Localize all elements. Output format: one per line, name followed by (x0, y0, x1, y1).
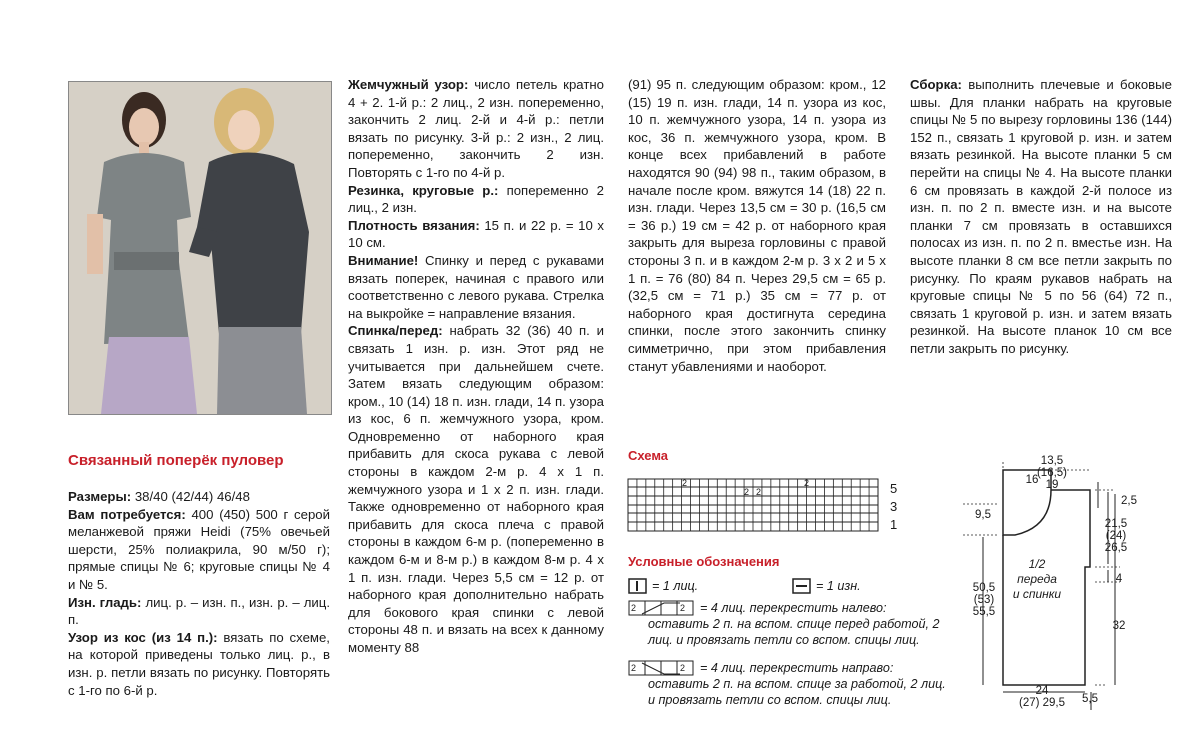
attention-label: Внимание! (348, 252, 419, 268)
rib-text: попеременно 2 лиц., 2 изн. (348, 182, 605, 216)
svg-text:2: 2 (756, 487, 762, 497)
need-text: 400 (450) 500 г серой меланжевой пряжи Heidi (75% овечьей шерсти, 25% полиакрила, 90 м/50 г); прямые спицы № 6; круговые спицы № 4 и № 5. (68, 506, 330, 592)
back-text: набрать 32 (36) 40 п. и связать 1 изн. р. изн. Этот ряд не учитывается при дальнейшем счете. Затем вязать следующим образом: кром., 10 (14) 18 п. изн. глади, 14 п. узора из кос, 6 п. жемчужного узора, кром. Одновременно от наборного края прибавить для скоса рукава с левой стороны в каждом 2-м р. 4 х 1 п. жемчужного узора и 1 х 2 п. изн. глади. Также одновременно от наборного края прибавить для скоса плеча с правой стороны в каждом 6-м р. (попеременно в каждом 6-м и 8-м р.) в каждом 8-м р. 4 х 1 п. изн. глади. Через 5,5 см = 12 р. от наборного края дополнительно набрать для бокового края спинки с левой стороны 48 п. и вязать на всех к данному моменту 88 (348, 323, 605, 655)
assembly-label: Сборка: (910, 77, 962, 92)
svg-text:2: 2 (631, 603, 637, 613)
svg-text:2: 2 (744, 487, 750, 497)
legend-cross-left: = 4 лиц. перекрестить налево: оставить 2 п. на вспом. спице перед работой, 2 лиц. и провязать петли со вспом. спицы лиц. (648, 601, 940, 647)
svg-text:2: 2 (804, 478, 810, 488)
dim-sleeve-top: 2,5 (1121, 495, 1137, 507)
cable-label: Узор из кос (из 14 п.): (68, 629, 218, 645)
density-label: Плотность вязания: (348, 217, 480, 233)
dim-bottom-width: 24 (27) 29,5 (1018, 685, 1066, 709)
dim-armhole: 21,5 (24) 26,5 (1104, 518, 1128, 554)
models-illustration (69, 82, 331, 414)
svg-text:2: 2 (631, 663, 637, 673)
row-number-5: 5 (890, 481, 898, 496)
row-number-1: 1 (890, 517, 898, 532)
density-text: 15 п. и 22 р. = 10 х 10 см. (348, 217, 604, 251)
svg-text:2: 2 (682, 478, 688, 488)
column-4 (910, 76, 1172, 358)
dim-neck-depth: 9,5 (975, 509, 991, 521)
cable-chart (626, 476, 886, 536)
dim-top-width: 13,5 (16,5) 19 (1036, 455, 1068, 491)
need-label: Вам потребуется: (68, 506, 186, 522)
pattern-label: 1/2 переда и спинки (1012, 557, 1062, 601)
svg-text:2: 2 (680, 603, 686, 613)
column-3 (628, 76, 886, 375)
sizes-label: Размеры: (68, 489, 132, 504)
assembly-text: выполнить плечевые и боковые швы. Для планки набрать на круговые спицы № 5 по вырезу горловины 136 (144) 152 п., связать 1 круговой р. изн. и затем вязать резинкой. На высоте планки 5 см перейти на спицы № 4. На высоте планки 6 см провязать в каждой 2-й полосе из изн. п. по 2 п. вместе изн. и на высоте планки 7 см провязать в оставшихся полосах из изн. п. по 2 п. вместье изн. На высоте планки 8 см все петли закрыть по рисунку. По краям рукавов набрать на круговые спицы № 5 по 56 (64) 72 п., связать 1 круговой р. изн. и затем вязать резинкой. На высоте планок 10 см все петли закрыть по рисунку. (910, 77, 1172, 356)
legend-heading: Условные обозначения (628, 554, 780, 569)
purl-symbol-icon (792, 578, 812, 594)
sizes-text: 38/40 (42/44) 46/48 (134, 489, 250, 504)
back-label: Спинка/перед: (348, 323, 443, 339)
pearl-text: число петель кратно 4 + 2. 1-й р.: 2 лиц., 2 изн. попеременно, закончить 2 лиц. 2-й и 4-й р.: петли вязать по рисунку. 3-й р.: 2 изн., 2 лиц. попеременно, закончить 2 изн. Повторять с 1-го по 4-й р. (348, 77, 604, 180)
rib-label: Резинка, круговые р.: (348, 182, 499, 198)
legend-purl: = 1 изн. (816, 579, 861, 593)
stockinette-label: Изн. гладь: (68, 594, 142, 610)
svg-text:2: 2 (680, 663, 686, 673)
cable-text: вязать по схеме, на которой приведены только лиц. р., в изн. р. петли вязать по рисунку. Повторять с 1-го по 6-й р. (68, 629, 330, 698)
sweater-photo (68, 81, 332, 415)
legend-cross-right: = 4 лиц. перекрестить направо: оставить 2 п. на вспом. спице за работой, 2 лиц. и провязать петли со вспом. спицы лиц. (648, 661, 946, 707)
attention-text: Спинку и перед с рукавами вязать поперек, начиная с правого или соответственно с левого рукава. Стрелка на выкройке = направление вязания. (348, 252, 604, 321)
dim-side: 32 (1112, 620, 1126, 632)
dim-length: 50,5 (53) 55,5 (972, 582, 996, 618)
pearl-label: Жемчужный узор: (348, 77, 469, 92)
dim-cuff: 4 (1115, 573, 1123, 585)
row-number-3: 3 (890, 499, 898, 514)
legend-knit: = 1 лиц. (652, 579, 699, 593)
col3-text: (91) 95 п. следующим образом: кром., 12 (15) 19 п. изн. глади, 14 п. узора из кос, 10 п. жемчужного узора, 14 п. узора из кос, 36 п. жемчужного узора, кром. В конце всех прибавлений в работе находятся 90 (94) 98 п., таким образом, в начале после кром. вяжутся 14 (18) 22 п. изн. глади. Через 13,5 см = 30 р. (16,5 см = 36 р.) 19 см = 42 р. от наборного края закрыть для выреза горловины с правой стороны 3 п. и в каждом 2-м р. 3 х 2 и 5 х 1 п. = 76 (80) 84 п. Через 29,5 см = 65 р. (32,5 см = 71 р.) 35 см = 77 р. от наборного края достигнута середина спинки, после этого закончить спинку симметрично, при этом прибавления станут убавлениями и наоборот. (628, 77, 886, 374)
article-title: Связанный поперёк пуловер (68, 452, 284, 469)
column-2 (348, 76, 604, 657)
stockinette-text: лиц. р. – изн. п., изн. р. – лиц. п. (68, 594, 330, 628)
dim-bottom-edge: 5,5 (1082, 693, 1098, 705)
column-1 (68, 488, 330, 699)
knit-symbol-icon (628, 578, 648, 594)
dim-shoulder: 16 (1025, 474, 1039, 486)
schema-heading: Схема (628, 448, 669, 463)
